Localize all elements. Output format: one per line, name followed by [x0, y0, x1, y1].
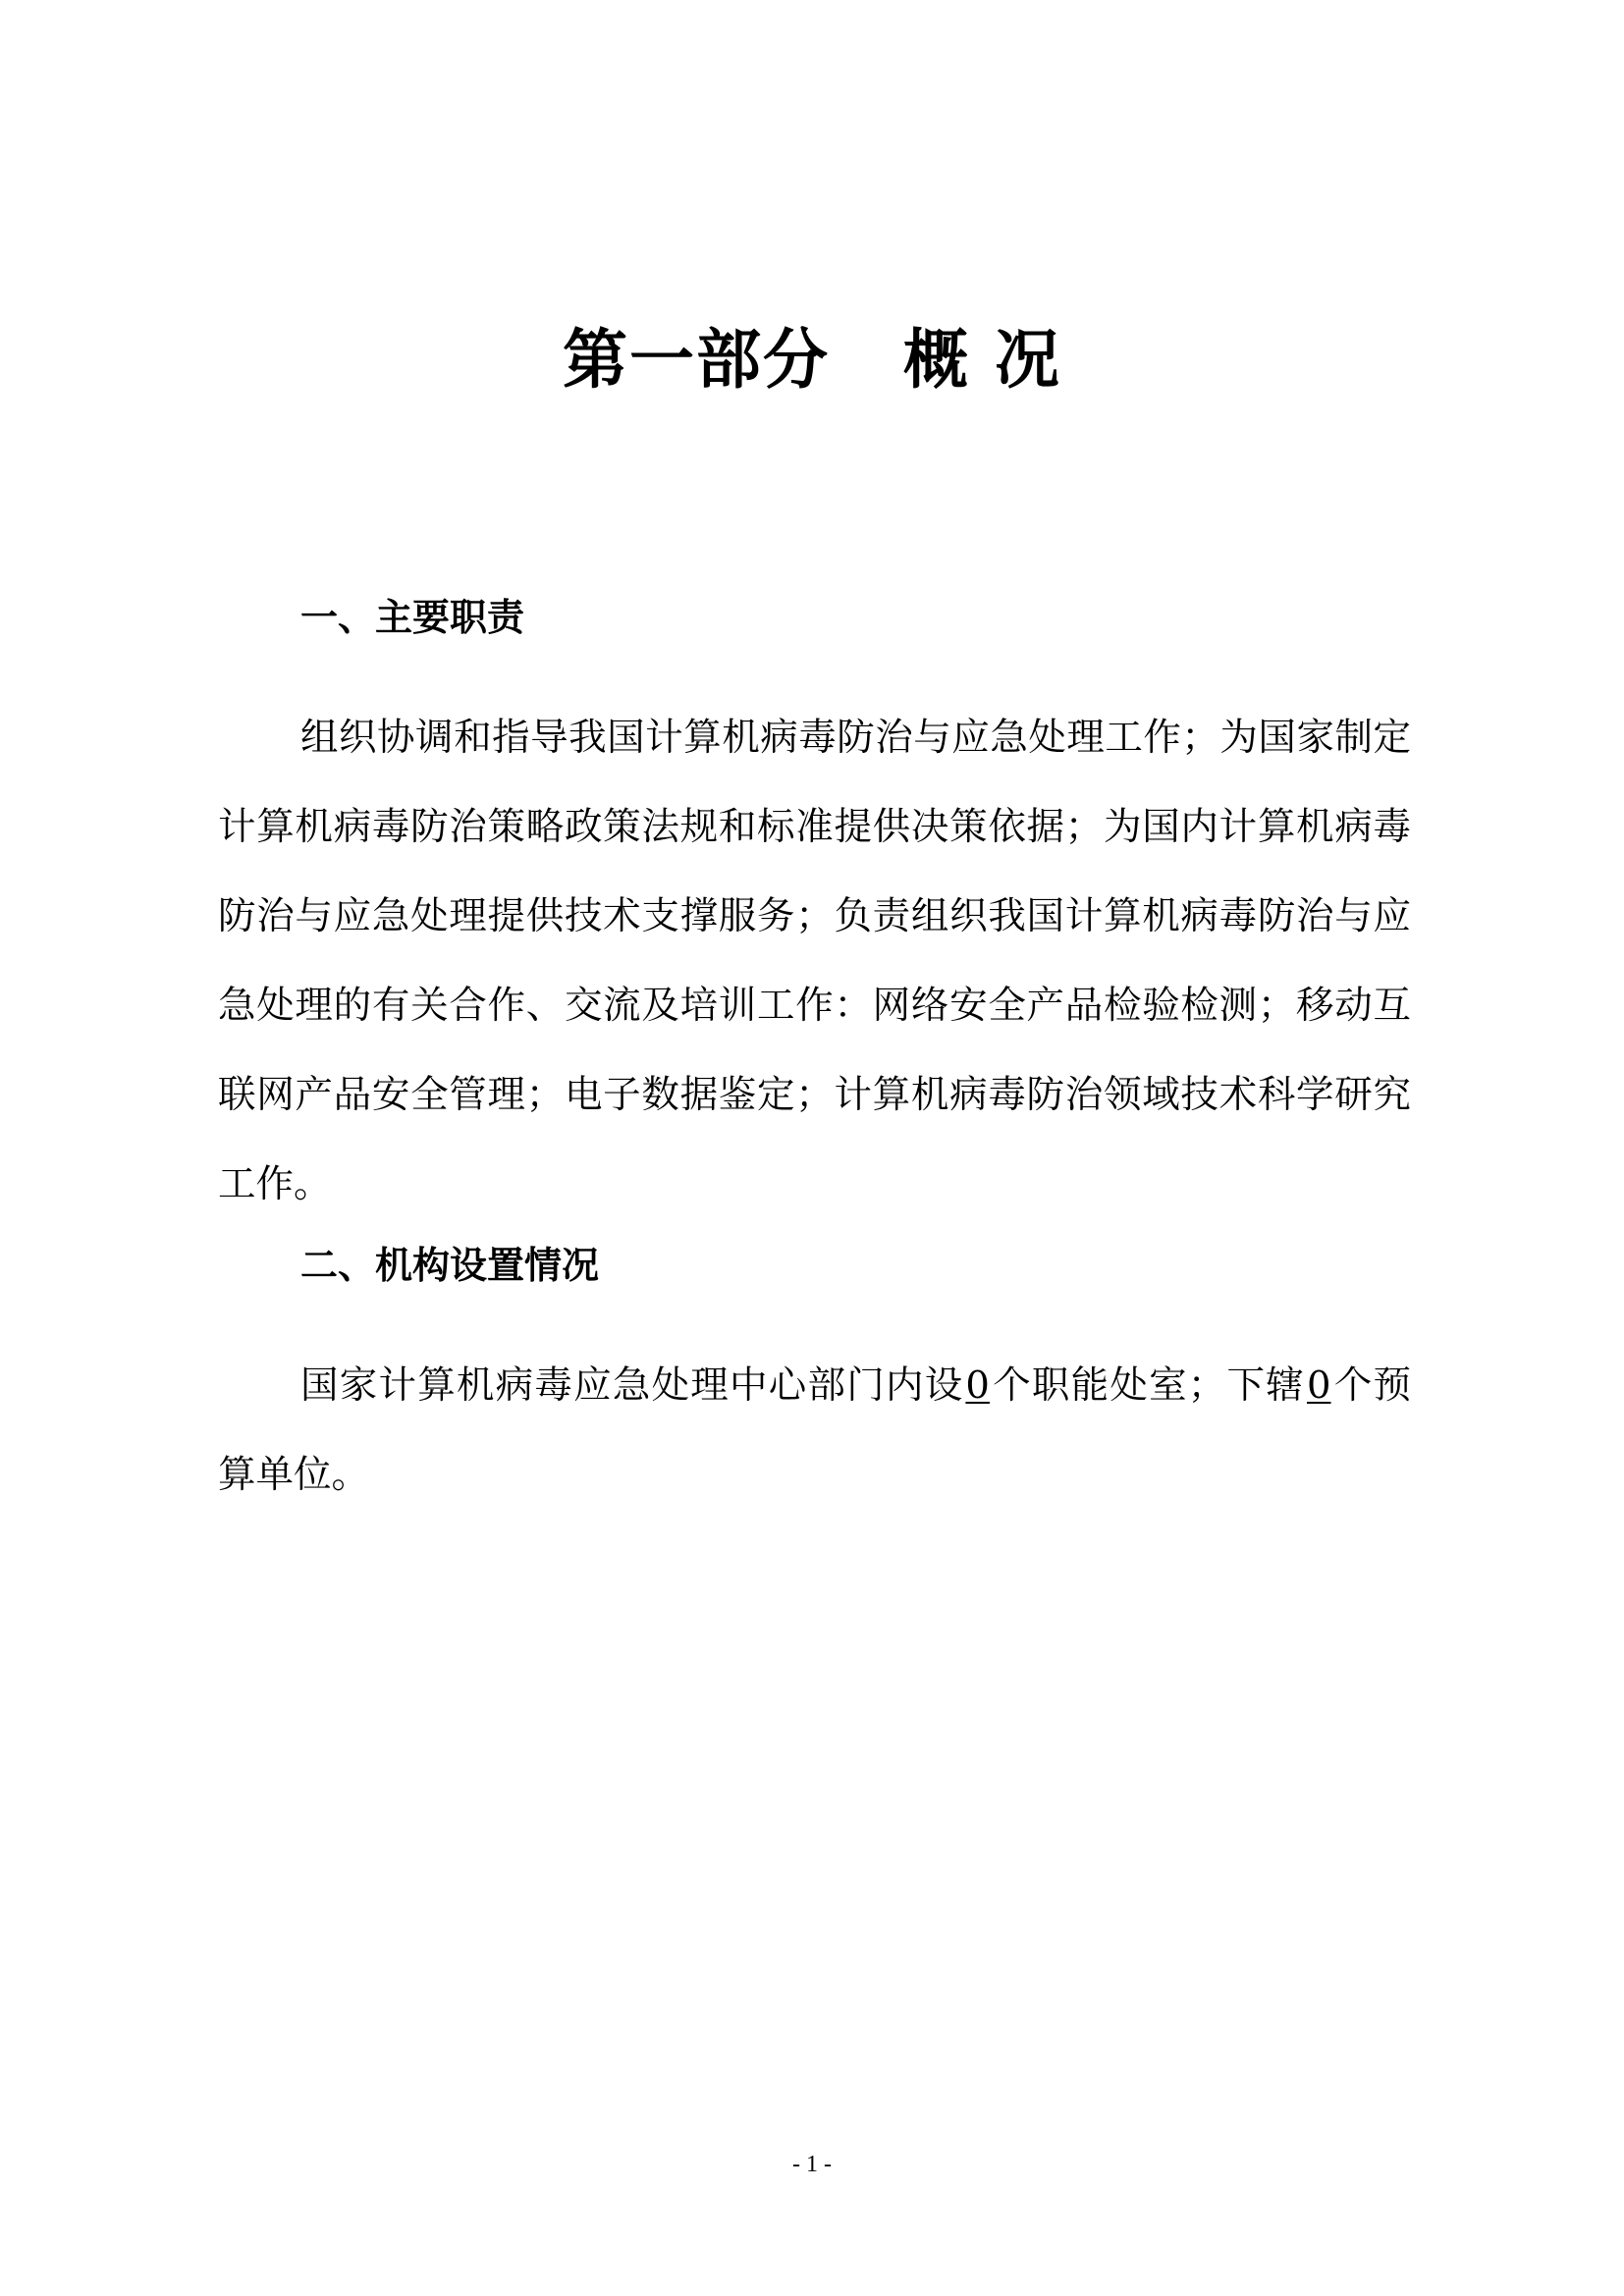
- internal-offices-count: 0: [965, 1363, 990, 1408]
- organization-paragraph: [218, 1341, 1411, 1520]
- page-title: 第一部分 概 况: [563, 321, 1061, 398]
- organization-text-part2: 个职能处室；下辖: [991, 1363, 1305, 1408]
- section-heading-organization: 二、机构设置情况: [300, 1244, 600, 1287]
- page-number: - 1 -: [792, 2152, 832, 2177]
- main-duties-paragraph: 组织协调和指导我国计算机病毒防治与应急处理工作；为国家制定计算机病毒防治策略政策法规和标准提供决策依据；为国内计算机病毒防治与应急处理提供技术支撑服务；负责组织我国计算机病毒防治与应急处理的有关合作、交流及培训工作：网络安全产品检验检测；移动互联网产品安全管理；电子数据鉴定；计算机病毒防治领域技术科学研究工作。: [218, 716, 1411, 1206]
- section-heading-main-duties: 一、主要职责: [300, 596, 525, 639]
- organization-text-part3: 个预算单位。: [218, 1363, 1411, 1497]
- subordinate-units-count: 0: [1307, 1363, 1331, 1408]
- organization-text-part1: 国家计算机病毒应急处理中心部门内设: [300, 1363, 964, 1408]
